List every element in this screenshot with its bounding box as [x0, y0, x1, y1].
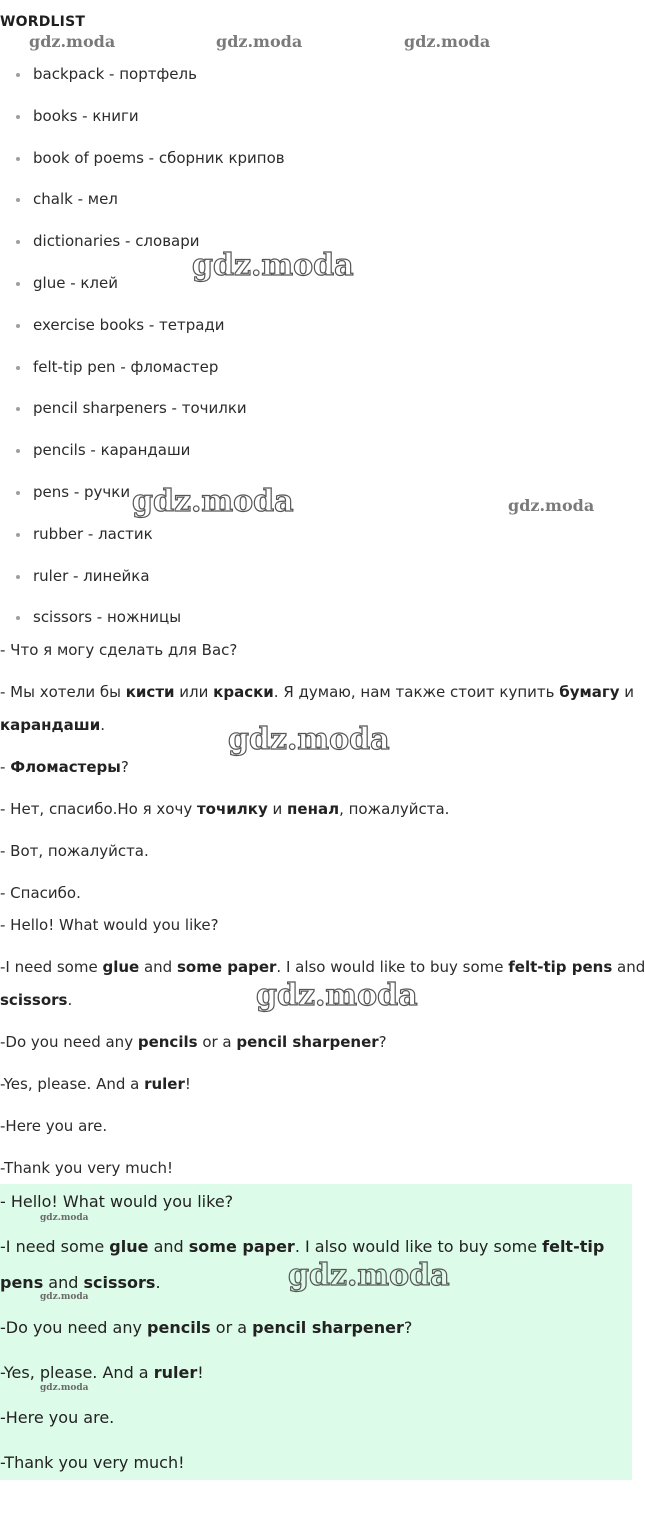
- ru-dialog-line: - Что я могу сделать для Вас?: [0, 641, 238, 659]
- en-dialog-line: - Hello! What would you like?: [0, 916, 219, 934]
- green-dialog-line: -Yes, please. And a ruler!: [0, 1363, 204, 1382]
- list-item: books - книги: [0, 99, 632, 141]
- watermark-logo: gdz.moda: [29, 32, 116, 51]
- watermark-logo: gdz.moda: [40, 1213, 89, 1223]
- green-dialog-line: -Thank you very much!: [0, 1453, 185, 1472]
- en-dialog-line: -Here you are.: [0, 1117, 108, 1135]
- en-dialog-line: -Do you need any pencils or a pencil sharpener?: [0, 1033, 387, 1051]
- wordlist-title: WORDLIST: [0, 14, 86, 30]
- list-item: pencil sharpeners - точилки: [0, 391, 632, 433]
- list-item: rubber - ластик: [0, 517, 632, 559]
- green-dialog-line: -Here you are.: [0, 1408, 115, 1427]
- list-item: pencils - карандаши: [0, 433, 632, 475]
- en-dialog-line: -I need some glue and some paper. I also would like to buy some felt-tip pens and: [0, 958, 645, 976]
- watermark-logo: gdz.moda: [404, 32, 491, 51]
- wordlist: [0, 57, 632, 642]
- green-dialog-line: - Hello! What would you like?: [0, 1192, 234, 1211]
- watermark-logo: gdz.moda: [508, 496, 595, 515]
- watermark-logo: gdz.moda: [288, 1258, 450, 1293]
- list-item: pens - ручки: [0, 475, 632, 517]
- en-dialog-line: -Thank you very much!: [0, 1159, 173, 1177]
- list-item: backpack - портфель: [0, 57, 632, 99]
- en-dialog-line: -Yes, please. And a ruler!: [0, 1075, 191, 1093]
- watermark-logo: gdz.moda: [228, 722, 390, 757]
- green-dialog-line: pens and scissors.: [0, 1273, 161, 1292]
- watermark-logo: gdz.moda: [40, 1292, 89, 1302]
- ru-dialog-line: - Спасибо.: [0, 884, 81, 902]
- green-dialog-line: -I need some glue and some paper. I also would like to buy some felt-tip: [0, 1237, 605, 1256]
- list-item: ruler - линейка: [0, 559, 632, 601]
- watermark-logo: gdz.moda: [192, 248, 354, 283]
- watermark-logo: gdz.moda: [40, 1383, 89, 1393]
- list-item: felt-tip pen - фломастер: [0, 350, 632, 392]
- ru-dialog-line: карандаши.: [0, 716, 105, 734]
- list-item: glue - клей: [0, 266, 632, 308]
- ru-dialog-line: - Вот, пожалуйста.: [0, 842, 149, 860]
- watermark-logo: gdz.moda: [256, 978, 418, 1013]
- green-dialog-line: -Do you need any pencils or a pencil sharpener?: [0, 1318, 413, 1337]
- list-item: scissors - ножницы: [0, 600, 632, 642]
- ru-dialog-line: - Фломастеры?: [0, 758, 129, 776]
- watermark-logo: gdz.moda: [216, 32, 303, 51]
- en-dialog-line: scissors.: [0, 991, 73, 1009]
- list-item: dictionaries - словари: [0, 224, 632, 266]
- list-item: chalk - мел: [0, 182, 632, 224]
- ru-dialog-line: - Нет, спасибо.Но я хочу точилку и пенал, пожалуйста.: [0, 800, 450, 818]
- watermark-logo: gdz.moda: [132, 484, 294, 519]
- ru-dialog-line: - Мы хотели бы кисти или краски. Я думаю, нам также стоит купить бумагу и: [0, 683, 635, 701]
- list-item: exercise books - тетради: [0, 308, 632, 350]
- list-item: book of poems - сборник крипов: [0, 141, 632, 183]
